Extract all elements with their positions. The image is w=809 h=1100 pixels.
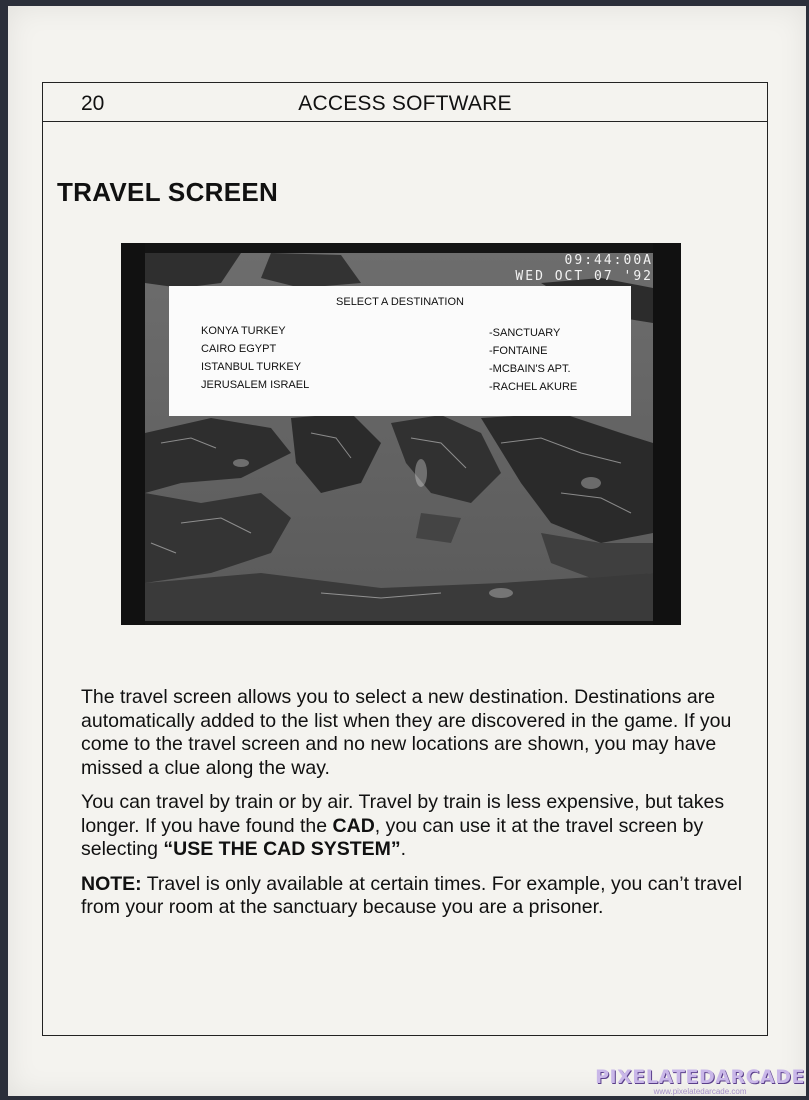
paragraph-3: [81, 873, 745, 920]
paragraph-3-text: Travel is only available at certain times. For example, you can’t travel from your room at the sanctuary because you are a prisoner.: [81, 872, 743, 918]
destination-menu: [169, 286, 631, 416]
destination-list-left: [201, 322, 309, 394]
cad-term: CAD: [332, 814, 375, 837]
destination-item: -FONTAINE: [489, 345, 548, 357]
paragraph-2: [81, 791, 745, 862]
travel-screen-screenshot: [121, 243, 681, 625]
page-header: [43, 83, 767, 122]
game-clock: [515, 253, 653, 285]
clock-time: 09:44:00A: [564, 253, 653, 268]
page-frame: [42, 82, 768, 1036]
body-text: [81, 686, 745, 931]
use-cad-system-term: “USE THE CAD SYSTEM”: [163, 838, 401, 860]
destination-item: JERUSALEM ISRAEL: [201, 379, 310, 391]
section-title: TRAVEL SCREEN: [57, 177, 279, 207]
destination-item: -RACHEL AKURE: [489, 381, 578, 393]
note-label: NOTE:: [81, 872, 142, 895]
destination-item: -MCBAIN'S APT.: [489, 363, 571, 375]
paragraph-2-text: You can travel by train or by air. Travel by train is less expensive, but takes longer. If you have found the: [81, 791, 725, 837]
clock-date: WED OCT 07 '92: [515, 269, 653, 284]
paragraph-2-text: .: [400, 838, 407, 860]
paragraph-1: The travel screen allows you to select a new destination. Destinations are automatically added to the list when they are discovered in the game. If you come to the travel screen and no new locations are shown, you may have missed a clue along the way.: [81, 686, 732, 779]
destination-list-right: [489, 324, 577, 396]
destination-item: -SANCTUARY: [489, 327, 561, 339]
watermark-logo: PIXELATEDARCADE: [595, 1066, 805, 1088]
destination-item: CAIRO EGYPT: [201, 343, 277, 355]
header-title: ACCESS SOFTWARE: [298, 92, 512, 115]
watermark-url: www.pixelatedarcade.com: [653, 1087, 747, 1096]
manual-page: [8, 6, 806, 1096]
destination-menu-heading: SELECT A DESTINATION: [336, 296, 464, 308]
destination-item: KONYA TURKEY: [201, 325, 286, 337]
destination-item: ISTANBUL TURKEY: [201, 361, 302, 373]
page-number: 20: [81, 92, 105, 115]
watermark: [595, 1066, 805, 1096]
paragraph-2-text: , you can use it at the travel screen by selecting: [81, 814, 704, 860]
